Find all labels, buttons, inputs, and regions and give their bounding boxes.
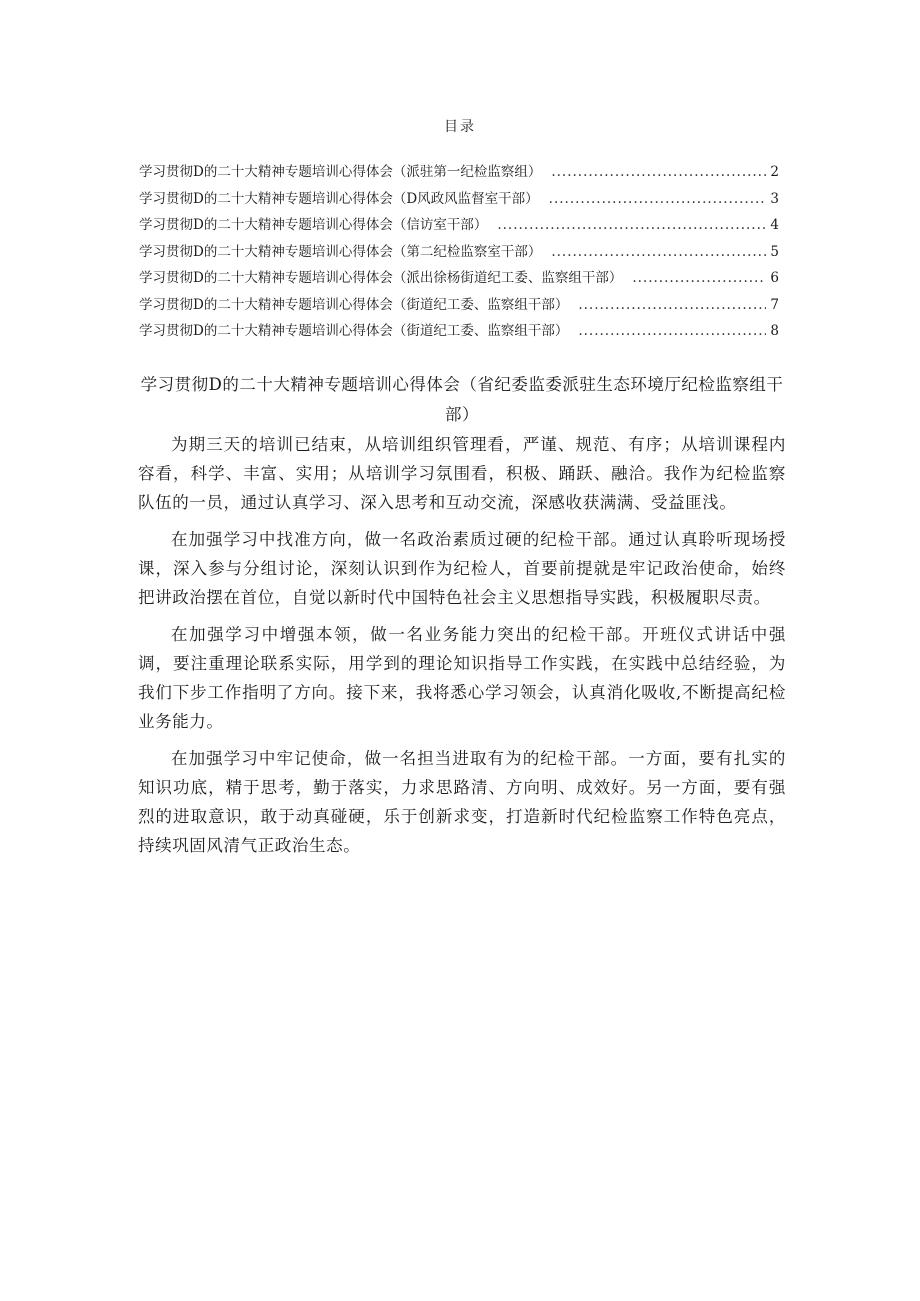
toc-entry-page: 4	[770, 217, 779, 233]
toc-entry[interactable]	[139, 319, 779, 346]
toc-list	[139, 160, 779, 346]
toc-leader-dots	[549, 191, 767, 207]
toc-entry-page: 8	[770, 323, 779, 339]
toc-leader-dots	[551, 244, 766, 260]
toc-entry[interactable]	[139, 266, 779, 293]
body-paragraph: 在加强学习中找准方向，做一名政治素质过硬的纪检干部。通过认真聆听现场授课，深入参与分组讨论，深刻认识到作为纪检人，首要前提就是牢记政治使命，始终把讲政治摆在首位，自觉以新时代中国特色社会主义思想指导实践，积极履职尽责。	[138, 530, 786, 607]
toc-entry-page: 5	[770, 243, 779, 260]
toc-entry-page: 7	[770, 296, 779, 313]
body-paragraph: 为期三天的培训已结束，从培训组织管理看，严谨、规范、有序；从培训课程内容看，科学、丰富、实用；从培训学习氛围看，积极、踊跃、融洽。我作为纪检监察队伍的一员，通过认真学习、深入思考和互动交流，深感收获满满、受益匪浅。	[138, 435, 786, 512]
toc-leader-dots	[551, 164, 766, 180]
article-title: 学习贯彻D的二十大精神专题培训心得体会（省纪委监委派驻生态环境厅纪检监察组干部）	[140, 375, 784, 424]
toc-entry-title: 学习贯彻D的二十大精神专题培训心得体会（派驻第一纪检监察组）	[139, 164, 542, 180]
toc-entry-title: 学习贯彻D的二十大精神专题培训心得体会（派出徐杨街道纪工委、监察组干部）	[139, 270, 623, 286]
body-paragraph: 在加强学习中牢记使命，做一名担当进取有为的纪检干部。一方面，要有扎实的知识功底，精于思考，勤于落实，力求思路清、方向明、成效好。另一方面，要有强烈的进取意识，敢于动真碰硬，乐于创新求变，打造新时代纪检监察工作特色亮点，持续巩固风清气正政治生态。	[138, 749, 786, 855]
toc-leader-dots	[497, 217, 766, 233]
toc-leader-dots	[578, 323, 766, 339]
toc-entry-title: 学习贯彻D的二十大精神专题培训心得体会（第二纪检监察室干部）	[139, 243, 542, 260]
toc-entry[interactable]	[139, 240, 779, 267]
toc-entry-title: 学习贯彻D的二十大精神专题培训心得体会（街道纪工委、监察组干部）	[139, 296, 569, 313]
toc-entry-page: 3	[770, 190, 779, 207]
toc-entry-title: 学习贯彻D的二十大精神专题培训心得体会（D风政风监督室干部）	[139, 190, 539, 207]
toc-entry-title: 学习贯彻D的二十大精神专题培训心得体会（信访室干部）	[139, 217, 488, 233]
toc-heading: 目录	[444, 119, 476, 135]
toc-leader-dots	[632, 270, 766, 286]
toc-entry[interactable]	[139, 213, 779, 240]
toc-entry[interactable]	[139, 160, 779, 187]
toc-entry[interactable]	[139, 187, 779, 214]
toc-entry[interactable]	[139, 293, 779, 320]
toc-entry-page: 2	[770, 164, 779, 180]
body-paragraph: 在加强学习中增强本领，做一名业务能力突出的纪检干部。开班仪式讲话中强调，要注重理论联系实际，用学到的理论知识指导工作实践，在实践中总结经验，为我们下步工作指明了方向。接下来，我将悉心学习领会，认真消化吸收,不断提高纪检业务能力。	[138, 625, 786, 731]
toc-entry-page: 6	[770, 270, 779, 286]
toc-leader-dots	[578, 297, 766, 313]
toc-entry-title: 学习贯彻D的二十大精神专题培训心得体会（街道纪工委、监察组干部）	[139, 323, 569, 339]
article-body	[138, 430, 786, 868]
